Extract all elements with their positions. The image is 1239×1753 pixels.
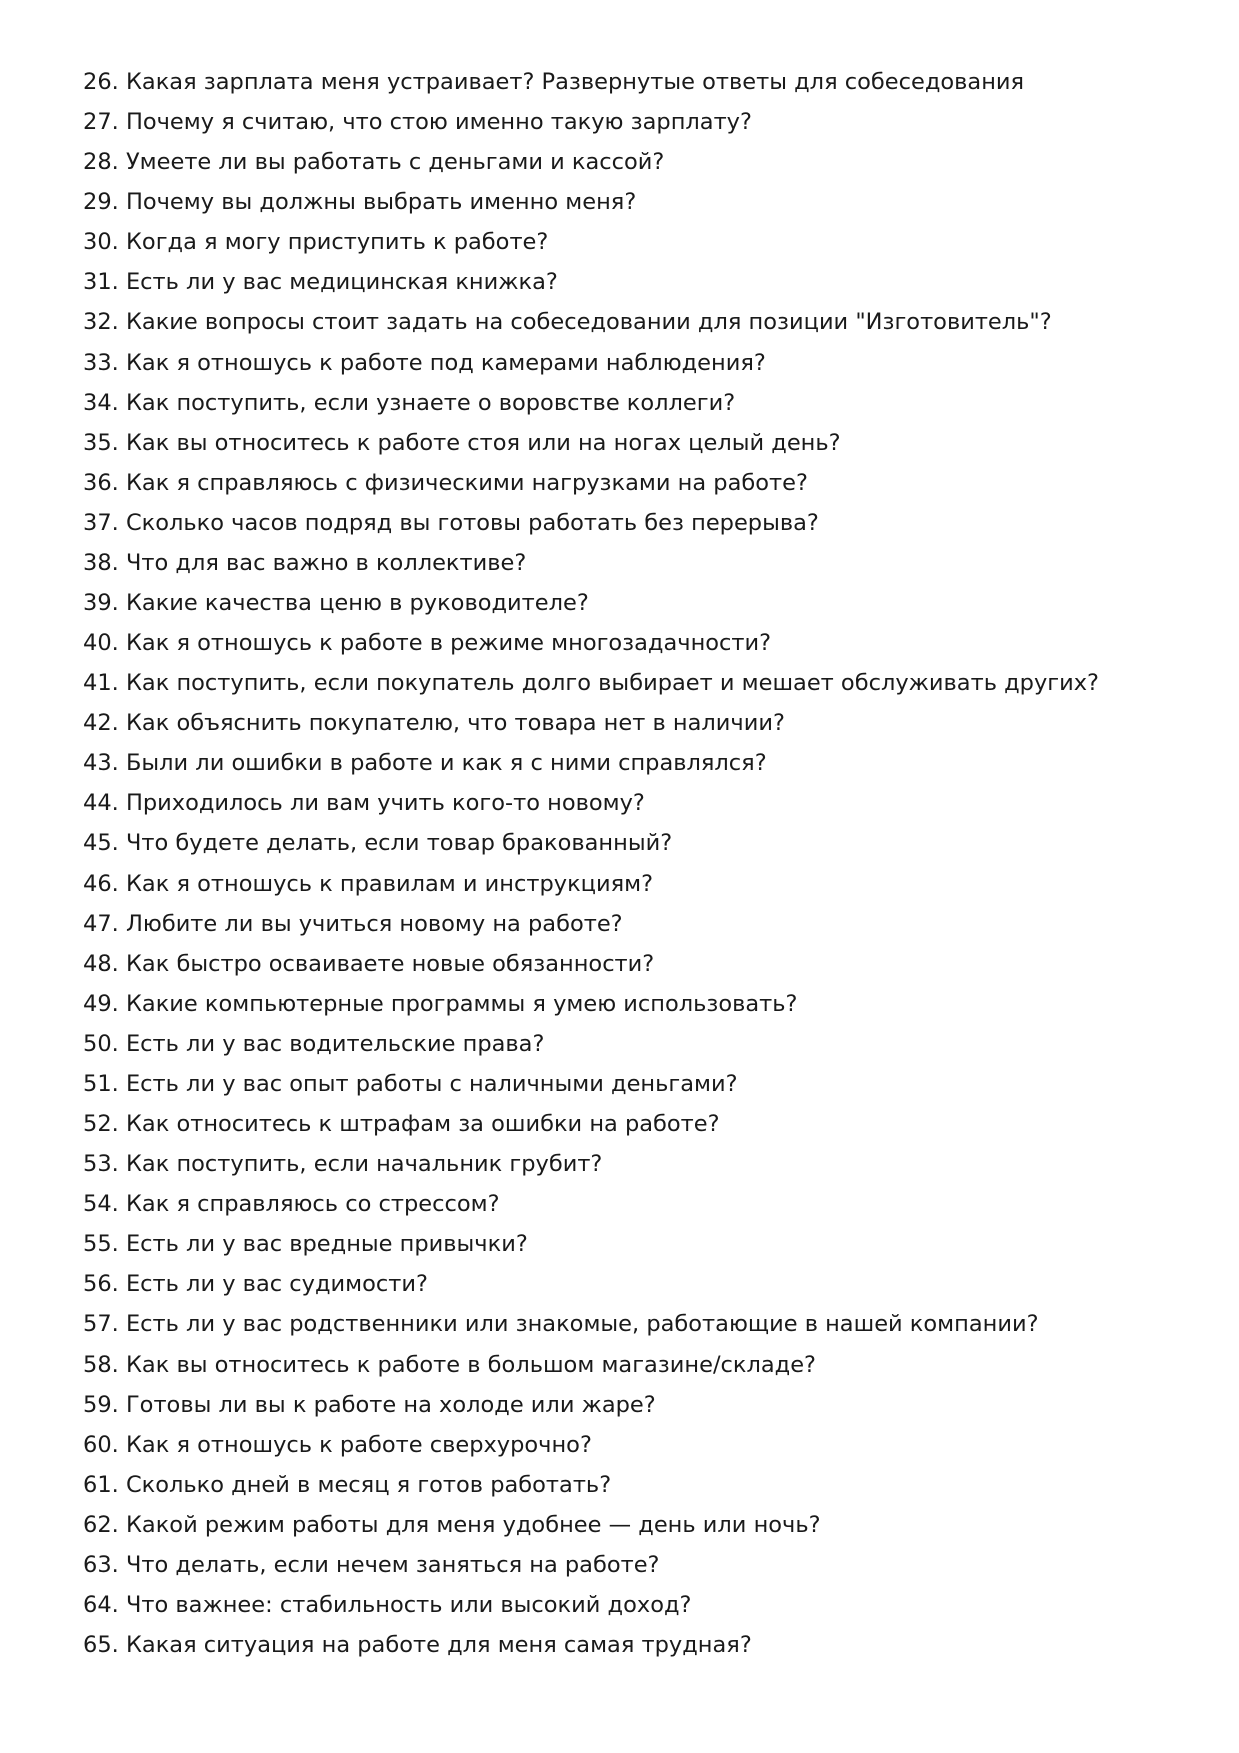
question-text: Как относитесь к штрафам за ошибки на работе? (125, 1111, 720, 1138)
question-number: 36. (83, 469, 119, 496)
question-item (83, 102, 1193, 142)
question-number: 65. (83, 1632, 119, 1659)
question-item (83, 222, 1193, 262)
question-number: 42. (83, 710, 119, 737)
question-number: 33. (83, 349, 119, 376)
question-item (83, 503, 1193, 543)
question-number: 51. (83, 1070, 119, 1097)
question-number: 41. (83, 670, 119, 697)
question-number: 27. (83, 109, 119, 136)
question-text: Как я отношусь к работе сверхурочно? (125, 1431, 592, 1458)
question-item (83, 783, 1193, 823)
question-text: Как вы относитесь к работе в большом магазине/складе? (125, 1351, 817, 1378)
question-number: 29. (83, 189, 119, 216)
question-text: Какие качества ценю в руководителе? (125, 590, 589, 617)
question-item (83, 1104, 1193, 1144)
question-number: 38. (83, 549, 119, 576)
question-text: Как объяснить покупателю, что товара нет в наличии? (125, 710, 785, 737)
question-number: 59. (83, 1391, 119, 1418)
question-number: 53. (83, 1151, 119, 1178)
question-text: Как быстро осваиваете новые обязанности? (125, 950, 655, 977)
question-number: 57. (83, 1311, 119, 1338)
question-text: Сколько дней в месяц я готов работать? (125, 1471, 612, 1498)
question-number: 55. (83, 1231, 119, 1258)
question-number: 40. (83, 630, 119, 657)
question-number: 34. (83, 389, 119, 416)
question-item (83, 583, 1193, 623)
question-number: 35. (83, 429, 119, 456)
question-text: Есть ли у вас опыт работы с наличными деньгами? (125, 1070, 738, 1097)
question-number: 44. (83, 790, 119, 817)
question-number: 39. (83, 590, 119, 617)
question-number: 58. (83, 1351, 119, 1378)
question-item (83, 182, 1193, 222)
question-number: 48. (83, 950, 119, 977)
question-number: 30. (83, 229, 119, 256)
question-item (83, 1385, 1193, 1425)
question-item (83, 1345, 1193, 1385)
question-item (83, 1224, 1193, 1264)
question-item (83, 262, 1193, 302)
question-number: 47. (83, 910, 119, 937)
question-text: Есть ли у вас водительские права? (125, 1030, 545, 1057)
question-item (83, 1625, 1193, 1665)
question-number: 64. (83, 1591, 119, 1618)
question-number: 60. (83, 1431, 119, 1458)
question-item (83, 142, 1193, 182)
question-text: Как я отношусь к работе в режиме многозадачности? (125, 630, 772, 657)
question-item (83, 1505, 1193, 1545)
question-text: Как поступить, если покупатель долго выбирает и мешает обслуживать других? (125, 670, 1099, 697)
question-item (83, 623, 1193, 663)
question-text: Сколько часов подряд вы готовы работать без перерыва? (125, 509, 819, 536)
question-text: Какая зарплата меня устраивает? Развернутые ответы для собеседования (125, 69, 1025, 95)
question-text: Почему я считаю, что стою именно такую зарплату? (125, 109, 752, 136)
question-item (83, 1304, 1193, 1344)
question-text: Какая ситуация на работе для меня самая трудная? (125, 1632, 752, 1659)
question-text: Что для вас важно в коллективе? (125, 549, 527, 576)
question-item (83, 1064, 1193, 1104)
question-item (83, 383, 1193, 423)
question-text: Готовы ли вы к работе на холоде или жаре? (125, 1391, 656, 1418)
question-text: Умеете ли вы работать с деньгами и кассой? (125, 149, 665, 176)
question-text: Как я справляюсь со стрессом? (125, 1191, 500, 1218)
question-item (83, 1024, 1193, 1064)
question-number: 46. (83, 870, 119, 897)
question-text: Есть ли у вас вредные привычки? (125, 1231, 528, 1258)
question-item (83, 1585, 1193, 1625)
question-item (83, 1465, 1193, 1505)
question-text: Когда я могу приступить к работе? (125, 229, 549, 256)
question-text: Что делать, если нечем заняться на работе? (125, 1551, 660, 1578)
question-text: Какой режим работы для меня удобнее — день или ночь? (125, 1511, 821, 1538)
question-number: 31. (83, 269, 119, 296)
question-number: 62. (83, 1511, 119, 1538)
question-item (83, 343, 1193, 383)
question-item (83, 864, 1193, 904)
question-text: Что важнее: стабильность или высокий доход? (125, 1591, 692, 1618)
question-number: 45. (83, 830, 119, 857)
question-item (83, 743, 1193, 783)
question-item (83, 543, 1193, 583)
question-item (83, 1144, 1193, 1184)
question-item (83, 1545, 1193, 1585)
question-text: Как поступить, если начальник грубит? (125, 1151, 603, 1178)
question-list (83, 62, 1193, 1665)
question-text: Есть ли у вас медицинская книжка? (125, 269, 558, 296)
question-text: Были ли ошибки в работе и как я с ними справлялся? (125, 750, 767, 777)
question-item (83, 663, 1193, 703)
question-item (83, 944, 1193, 984)
question-item (83, 62, 1193, 102)
question-number: 50. (83, 1030, 119, 1057)
question-item (83, 463, 1193, 503)
question-number: 37. (83, 509, 119, 536)
question-item (83, 1184, 1193, 1224)
question-number: 43. (83, 750, 119, 777)
question-item (83, 984, 1193, 1024)
question-item (83, 1264, 1193, 1304)
question-text: Любите ли вы учиться новому на работе? (125, 910, 623, 937)
question-text: Какие компьютерные программы я умею использовать? (125, 990, 798, 1017)
question-number: 63. (83, 1551, 119, 1578)
question-text: Как я отношусь к работе под камерами наблюдения? (125, 349, 766, 376)
question-text: Как вы относитесь к работе стоя или на ногах целый день? (125, 429, 841, 456)
question-number: 56. (83, 1271, 119, 1298)
question-number: 49. (83, 990, 119, 1017)
question-item (83, 302, 1193, 342)
question-item (83, 904, 1193, 944)
question-item (83, 423, 1193, 463)
question-text: Есть ли у вас родственники или знакомые, работающие в нашей компании? (125, 1311, 1039, 1338)
question-number: 52. (83, 1111, 119, 1138)
question-item (83, 703, 1193, 743)
question-number: 61. (83, 1471, 119, 1498)
question-text: Как поступить, если узнаете о воровстве коллеги? (125, 389, 736, 416)
question-text: Почему вы должны выбрать именно меня? (125, 189, 637, 216)
question-item (83, 823, 1193, 863)
question-number: 28. (83, 149, 119, 176)
question-number: 26. (83, 69, 119, 95)
question-number: 54. (83, 1191, 119, 1218)
question-text: Что будете делать, если товар бракованный? (125, 830, 673, 857)
question-number: 32. (83, 309, 119, 336)
question-text: Как я справляюсь с физическими нагрузками на работе? (125, 469, 808, 496)
question-text: Какие вопросы стоит задать на собеседовании для позиции "Изготовитель"? (125, 309, 1052, 336)
question-item (83, 1425, 1193, 1465)
question-text: Есть ли у вас судимости? (125, 1271, 428, 1298)
question-text: Как я отношусь к правилам и инструкциям? (125, 870, 654, 897)
question-text: Приходилось ли вам учить кого-то новому? (125, 790, 645, 817)
